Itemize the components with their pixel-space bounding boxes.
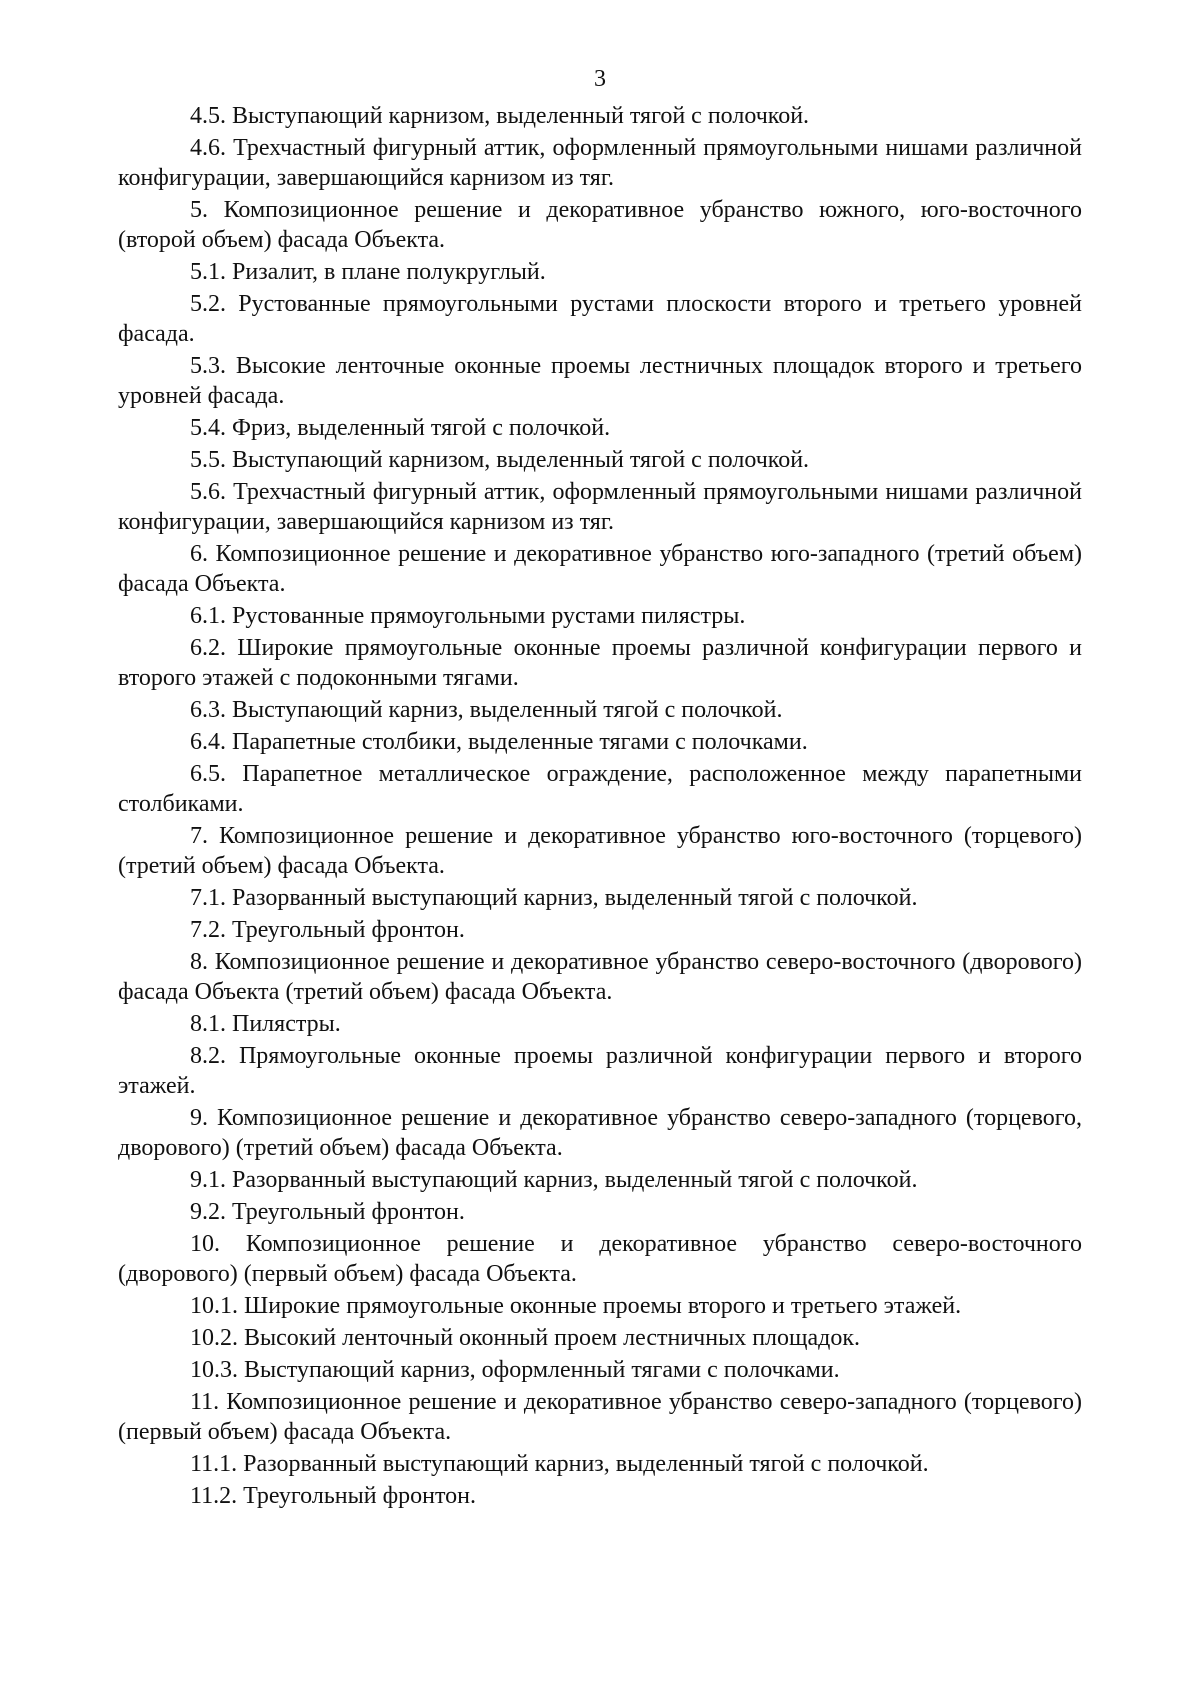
paragraph-8-1: 8.1. Пилястры.	[190, 1011, 341, 1037]
paragraph-6-2: 6.2. Широкие прямоугольные оконные проемы различной конфигурации первого и второго этажей с подоконными тягами.	[118, 635, 1082, 691]
paragraph-6-3: 6.3. Выступающий карниз, выделенный тягой с полочкой.	[190, 697, 783, 723]
paragraph-5-5: 5.5. Выступающий карнизом, выделенный тягой с полочкой.	[190, 447, 810, 473]
paragraph-11-2: 11.2. Треугольный фронтон.	[190, 1483, 476, 1509]
paragraph-4-5: 4.5. Выступающий карнизом, выделенный тягой с полочкой.	[190, 103, 810, 129]
paragraph-11-1: 11.1. Разорванный выступающий карниз, выделенный тягой с полочкой.	[190, 1451, 929, 1477]
paragraph-8-2: 8.2. Прямоугольные оконные проемы различной конфигурации первого и второго этажей.	[118, 1043, 1082, 1099]
paragraph-6-4: 6.4. Парапетные столбики, выделенные тягами с полочками.	[190, 729, 808, 755]
paragraph-10-1: 10.1. Широкие прямоугольные оконные проемы второго и третьего этажей.	[190, 1293, 962, 1319]
page-number: 3	[594, 66, 606, 92]
paragraph-9-1: 9.1. Разорванный выступающий карниз, выделенный тягой с полочкой.	[190, 1167, 918, 1193]
paragraph-6-1: 6.1. Рустованные прямоугольными рустами пилястры.	[190, 603, 746, 629]
paragraph-4-6: 4.6. Трехчастный фигурный аттик, оформленный прямоугольными нишами различной конфигурации, завершающийся карнизом из тяг.	[118, 135, 1082, 191]
document-body	[118, 101, 1082, 1513]
paragraph-10: 10. Композиционное решение и декоративное убранство северо-восточного (дворового) (первый объем) фасада Объекта.	[118, 1231, 1082, 1287]
paragraph-10-2: 10.2. Высокий ленточный оконный проем лестничных площадок.	[190, 1325, 861, 1351]
paragraph-5: 5. Композиционное решение и декоративное убранство южного, юго-восточного (второй объем) фасада Объекта.	[118, 197, 1082, 253]
paragraph-8: 8. Композиционное решение и декоративное убранство северо-восточного (дворового) фасада Объекта (третий объем) фасада Объекта.	[118, 949, 1082, 1005]
paragraph-7-2: 7.2. Треугольный фронтон.	[190, 917, 465, 943]
paragraph-9: 9. Композиционное решение и декоративное убранство северо-западного (торцевого, дворового) (третий объем) фасада Объекта.	[118, 1105, 1082, 1161]
paragraph-7: 7. Композиционное решение и декоративное убранство юго-восточного (торцевого) (третий объем) фасада Объекта.	[118, 823, 1082, 879]
paragraph-11: 11. Композиционное решение и декоративное убранство северо-западного (торцевого) (первый объем) фасада Объекта.	[118, 1389, 1082, 1445]
paragraph-5-3: 5.3. Высокие ленточные оконные проемы лестничных площадок второго и третьего уровней фасада.	[118, 353, 1082, 409]
paragraph-5-1: 5.1. Ризалит, в плане полукруглый.	[190, 259, 546, 285]
paragraph-6: 6. Композиционное решение и декоративное убранство юго-западного (третий объем) фасада Объекта.	[118, 541, 1082, 597]
paragraph-5-6: 5.6. Трехчастный фигурный аттик, оформленный прямоугольными нишами различной конфигурации, завершающийся карнизом из тяг.	[118, 479, 1082, 535]
paragraph-9-2: 9.2. Треугольный фронтон.	[190, 1199, 465, 1225]
paragraph-10-3: 10.3. Выступающий карниз, оформленный тягами с полочками.	[190, 1357, 840, 1383]
paragraph-5-4: 5.4. Фриз, выделенный тягой с полочкой.	[190, 415, 611, 441]
paragraph-6-5: 6.5. Парапетное металлическое ограждение, расположенное между парапетными столбиками.	[118, 761, 1082, 817]
paragraph-7-1: 7.1. Разорванный выступающий карниз, выделенный тягой с полочкой.	[190, 885, 918, 911]
paragraph-5-2: 5.2. Рустованные прямоугольными рустами плоскости второго и третьего уровней фасада.	[118, 291, 1082, 347]
